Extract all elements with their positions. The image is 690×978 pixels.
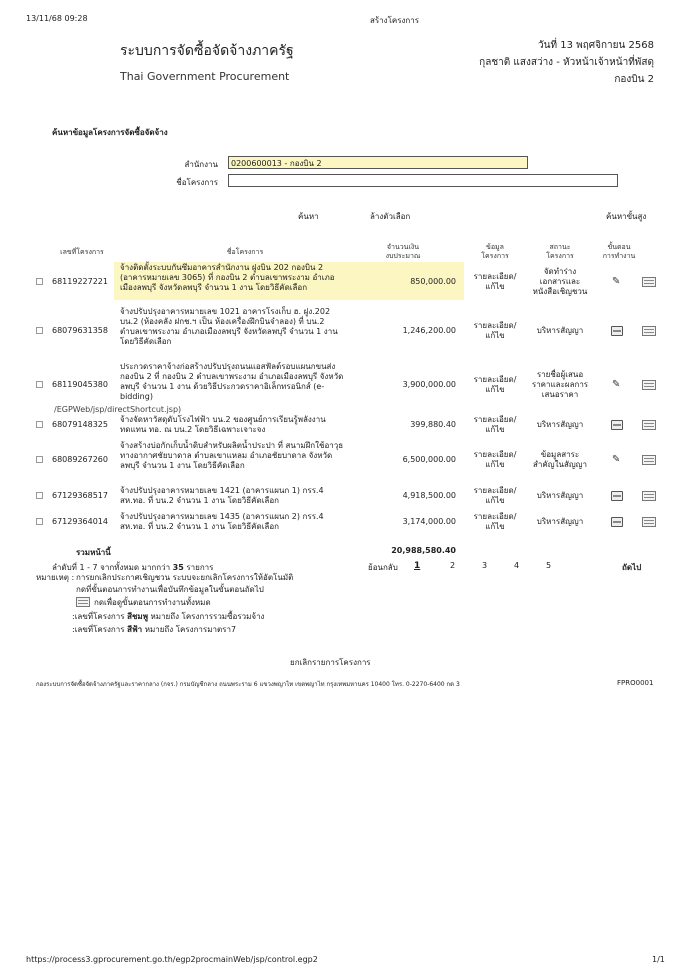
row-checkbox[interactable] — [36, 492, 43, 499]
project-name-line: ทดแทน ทอ. ณ บน.2 โดยวิธีเฉพาะเจาะจง — [120, 425, 266, 434]
col-header-project-no: เลขที่โครงการ — [60, 248, 104, 256]
note-line-4-a: :เลขที่โครงการ — [72, 612, 125, 621]
project-name-line: จ้างสร้างบ่อกักเก็บน้ำดิบสำหรับผลิตน้ำประปา ที่ สนามฝึกใช้อาวุธ — [120, 441, 344, 450]
detail-edit-link[interactable] — [468, 272, 522, 292]
contract-icon[interactable] — [611, 420, 623, 430]
col-header-info — [470, 243, 520, 261]
detail-edit-line: แก้ไข — [485, 496, 505, 505]
pagination-summary-suffix: รายการ — [186, 563, 214, 572]
project-status — [528, 420, 592, 430]
project-number[interactable]: 68119227221 — [52, 277, 108, 286]
project-name — [120, 307, 366, 347]
project-name — [120, 512, 366, 532]
project-status-line: บริหารสัญญา — [536, 420, 584, 429]
project-number[interactable]: 67129368517 — [52, 491, 108, 500]
project-amount: 6,500,000.00 — [402, 455, 456, 464]
detail-edit-line: แก้ไข — [485, 425, 505, 434]
contract-icon[interactable] — [611, 517, 623, 527]
user-name: กุลชาติ แสงสว่าง - หัวหน้าเจ้าหน้าที่พัสดุ — [479, 57, 654, 68]
user-unit: กองบิน 2 — [614, 74, 654, 85]
note-line-5-c: หมายถึง โครงการมาตรา7 — [144, 625, 237, 634]
pagination-page-4[interactable]: 4 — [514, 561, 520, 570]
project-amount: 3,900,000.00 — [402, 380, 456, 389]
project-amount: 3,174,000.00 — [402, 517, 456, 526]
project-number[interactable]: 67129364014 — [52, 517, 108, 526]
col-header-amount-line1: จำนวนเงิน — [386, 243, 420, 251]
pagination-page-2[interactable]: 2 — [450, 561, 456, 570]
col-header-status-line1: สถานะ — [549, 243, 571, 251]
col-header-step — [594, 243, 644, 261]
row-checkbox[interactable] — [36, 518, 43, 525]
project-number[interactable]: 68079148325 — [52, 420, 108, 429]
project-status — [528, 267, 592, 297]
row-checkbox[interactable] — [36, 381, 43, 388]
project-status-line: บริหารสัญญา — [536, 326, 584, 335]
detail-edit-link[interactable] — [468, 450, 522, 470]
project-name-line: จ้างปรับปรุงอาคารหมายเลข 1421 (อาคารแผนก 1) กรร.4 — [120, 486, 324, 495]
col-header-project-name: ชื่อโครงการ — [226, 248, 264, 256]
project-status-line: บริหารสัญญา — [536, 517, 584, 526]
contract-icon[interactable] — [611, 326, 623, 336]
col-header-status-line2: โครงการ — [546, 252, 574, 260]
row-checkbox[interactable] — [36, 327, 43, 334]
steps-list-icon[interactable] — [642, 277, 656, 287]
project-name — [120, 415, 366, 435]
detail-edit-line: รายละเอียด/ — [473, 375, 517, 384]
note-line-5-color: สีฟ้า — [127, 625, 143, 634]
detail-edit-line: รายละเอียด/ — [473, 512, 517, 521]
project-name-line: สห.ทอ. ที่ บน.2 จำนวน 1 งาน โดยวิธีคัดเลือก — [120, 522, 279, 531]
project-amount: 399,880.40 — [410, 420, 456, 429]
note-line-5-a: :เลขที่โครงการ — [72, 625, 125, 634]
project-amount: 850,000.00 — [410, 277, 456, 286]
col-header-step-line1: ขั้นตอน — [607, 243, 631, 251]
pagination-back[interactable]: ย้อนกลับ — [368, 563, 398, 572]
project-name-line: เมืองลพบุรี จังหวัดลพบุรี จำนวน 1 งาน โดยวิธีคัดเลือก — [120, 283, 308, 292]
pagination-total-count: 35 — [172, 563, 184, 572]
detail-edit-line: รายละเอียด/ — [473, 486, 517, 495]
detail-edit-line: รายละเอียด/ — [473, 450, 517, 459]
detail-edit-link[interactable] — [468, 512, 522, 532]
page-total-label: รวมหน้านี้ — [76, 548, 111, 557]
project-name-line: จ้างจัดหาวัสดุดับโรงไฟฟ้า บน.2 ของศูนย์การเรียนรู้พลังงาน — [120, 415, 326, 424]
project-status-line: รายชื่อผู้เสนอ — [536, 370, 584, 379]
system-title-en: Thai Government Procurement — [120, 70, 290, 83]
pagination-next[interactable]: ถัดไป — [622, 563, 642, 572]
steps-list-icon[interactable] — [642, 491, 656, 501]
pagination-page-1[interactable]: 1 — [414, 561, 421, 571]
project-status-line: ข้อมูลสาระ — [540, 450, 580, 459]
project-status-line: จัดทำร่าง — [543, 267, 577, 276]
detail-edit-link[interactable] — [468, 415, 522, 435]
project-name-line: สห.ทอ. ที่ บน.2 จำนวน 1 งาน โดยวิธีคัดเลือก — [120, 496, 279, 505]
contract-icon[interactable] — [611, 491, 623, 501]
project-status — [528, 450, 592, 470]
pagination-summary-prefix: ลำดับที่ 1 - 7 จากทั้งหมด มากกว่า — [52, 563, 171, 572]
project-status — [528, 491, 592, 501]
edit-icon[interactable]: ✎ — [612, 454, 621, 465]
note-line-4 — [72, 612, 264, 622]
advanced-search-button[interactable]: ค้นหาขั้นสูง — [606, 212, 647, 221]
project-name-line: (อาคารหมายเลข 3065) ที่ กองบิน 2 ตำบลเขาพระงาม อำเภอ — [120, 273, 335, 282]
clear-button[interactable]: ล้างตัวเลือก — [370, 212, 411, 221]
cancel-projects-link[interactable]: ยกเลิกรายการโครงการ — [290, 658, 371, 667]
current-date: วันที่ 13 พฤศจิกายน 2568 — [538, 40, 654, 51]
detail-edit-line: แก้ไข — [485, 331, 505, 340]
footer-code: FPRO0001 — [617, 679, 654, 687]
project-status-line: สำคัญในสัญญา — [533, 460, 587, 469]
steps-list-icon[interactable] — [642, 420, 656, 430]
steps-list-icon[interactable] — [642, 455, 656, 465]
col-header-amount-line2: งบประมาณ — [385, 252, 421, 260]
project-name-line: ประกวดราคาจ้างก่อสร้างปรับปรุงถนนแอสฟัลต์รอบแผนกขนส่ง — [120, 362, 336, 371]
pagination-page-5[interactable]: 5 — [546, 561, 552, 570]
notes-label: หมายเหตุ : — [36, 573, 75, 582]
pagination-page-3[interactable]: 3 — [482, 561, 488, 570]
project-name-input[interactable] — [228, 174, 618, 187]
row-checkbox[interactable] — [36, 278, 43, 285]
project-status-line: หนังสือเชิญชวน — [532, 287, 588, 296]
project-name-line: โดยวิธีคัดเลือก — [120, 337, 172, 346]
project-status — [528, 517, 592, 527]
detail-edit-link[interactable] — [468, 375, 522, 395]
project-name-line: ลพบุรี จำนวน 1 งาน ด้วยวิธีประกวดราคาอิเล็กทรอนิกส์ (e- — [120, 382, 325, 391]
note-line-4-color: สีชมพู — [127, 612, 148, 621]
note-line-2: กดที่ขั้นตอนการทำงานเพื่อบันทึกข้อมูลในขั้นตอนถัดไป — [76, 585, 264, 594]
detail-edit-link[interactable] — [468, 486, 522, 506]
project-name-label: ชื่อโครงการ — [176, 178, 218, 187]
steps-list-icon[interactable] — [642, 380, 656, 390]
project-name-line: bidding) — [120, 392, 153, 401]
project-number[interactable]: 68079631358 — [52, 326, 108, 335]
project-status-line: เสนอราคา — [541, 390, 579, 399]
detail-edit-line: แก้ไข — [485, 282, 505, 291]
note-line-3: กดเพื่อดูขั้นตอนการทำงานทั้งหมด — [94, 598, 211, 607]
print-url: https://process3.gprocurement.go.th/egp2procmainWeb/jsp/control.egp2 — [26, 955, 318, 964]
steps-list-icon[interactable] — [642, 326, 656, 336]
note-line-4-c: หมายถึง โครงการรวมซื้อรวมจ้าง — [150, 612, 265, 621]
edit-icon[interactable]: ✎ — [612, 379, 621, 390]
project-name — [120, 263, 366, 293]
detail-edit-line: แก้ไข — [485, 522, 505, 531]
detail-edit-line: รายละเอียด/ — [473, 415, 517, 424]
note-line-1: การยกเลิกประกาศเชิญชวน ระบบจะยกเลิกโครงการให้อัตโนมัติ — [76, 573, 294, 582]
link-url-tooltip: /EGPWeb/jsp/directShortcut.jsp) — [54, 405, 182, 414]
detail-edit-link[interactable] — [468, 321, 522, 341]
search-section-title: ค้นหาข้อมูลโครงการจัดซื้อจัดจ้าง — [52, 128, 168, 137]
col-header-amount — [358, 243, 448, 261]
footer-org: กองระบบการจัดซื้อจัดจ้างภาครัฐและราคากลาง (กจร.) กรมบัญชีกลาง ถนนพระราม 6 แขวงพญาไท เขตพญาไท กรุงเทพมหานคร 10400 โทร. 0-2270-6400 กด 3 — [36, 681, 460, 688]
project-name-line: จ้างปรับปรุงอาคารหมายเลข 1435 (อาคารแผนก 2) กรร.4 — [120, 512, 324, 521]
detail-edit-line: รายละเอียด/ — [473, 321, 517, 330]
project-name-line: กองบิน 2 ที่ กองบิน 2 ตำบลเขาพระงาม อำเภอเมืองลพบุรี จังหวัด — [120, 372, 344, 381]
project-name-line: บน.2 (ห้องคลัง ฝกช.ฯ เป็น ห้องเครื่องฝึกบินจำลอง) ที่ บน.2 — [120, 317, 325, 326]
project-status — [528, 370, 592, 400]
project-status-line: เอกสารและ — [539, 277, 581, 286]
project-name-line: จ้างติดตั้งระบบกันซึมอาคารสำนักงาน ฝูงบิน 202 กองบิน 2 — [120, 263, 324, 272]
search-button[interactable]: ค้นหา — [298, 212, 319, 221]
print-datetime: 13/11/68 09:28 — [26, 14, 88, 23]
detail-edit-line: แก้ไข — [485, 460, 505, 469]
agency-label: สำนักงาน — [184, 160, 218, 169]
note-line-5 — [72, 625, 236, 635]
project-amount: 1,246,200.00 — [402, 326, 456, 335]
col-header-info-line2: โครงการ — [481, 252, 509, 260]
page-total-value: 20,988,580.40 — [391, 546, 456, 555]
project-name — [120, 362, 366, 402]
project-number[interactable]: 68089267260 — [52, 455, 108, 464]
detail-edit-line: แก้ไข — [485, 385, 505, 394]
project-number[interactable]: 68119045380 — [52, 380, 108, 389]
col-header-info-line1: ข้อมูล — [486, 243, 504, 251]
steps-list-icon[interactable] — [642, 517, 656, 527]
project-status — [528, 326, 592, 336]
project-name — [120, 486, 366, 506]
project-name-line: ทางอากาศชัยบาดาล ตำบลเขาแหลม อำเภอชัยบาดาล จังหวัด — [120, 451, 333, 460]
project-name-line: ลพบุรี จำนวน 1 งาน โดยวิธีคัดเลือก — [120, 461, 245, 470]
edit-icon[interactable]: ✎ — [612, 276, 621, 287]
system-title-th: ระบบการจัดซื้อจัดจ้างภาครัฐ — [120, 43, 294, 59]
steps-list-icon — [76, 597, 90, 607]
print-page-number: 1/1 — [652, 955, 665, 964]
project-name-line: จ้างปรับปรุงอาคารหมายเลข 1021 อาคารโรงเก็บ ฮ. ฝูง.202 — [120, 307, 331, 316]
agency-input[interactable]: 0200600013 - กองบิน 2 — [228, 156, 528, 169]
col-header-status — [535, 243, 585, 261]
print-page-title: สร้างโครงการ — [370, 16, 420, 25]
row-checkbox[interactable] — [36, 456, 43, 463]
project-status-line: บริหารสัญญา — [536, 491, 584, 500]
detail-edit-line: รายละเอียด/ — [473, 272, 517, 281]
col-header-step-line2: การทำงาน — [602, 252, 636, 260]
row-checkbox[interactable] — [36, 421, 43, 428]
project-amount: 4,918,500.00 — [402, 491, 456, 500]
project-status-line: ราคาและผลการ — [531, 380, 589, 389]
project-name — [120, 441, 366, 471]
project-name-line: ตำบลเขาพระงาม อำเภอเมืองลพบุรี จังหวัดลพบุรี จำนวน 1 งาน — [120, 327, 338, 336]
